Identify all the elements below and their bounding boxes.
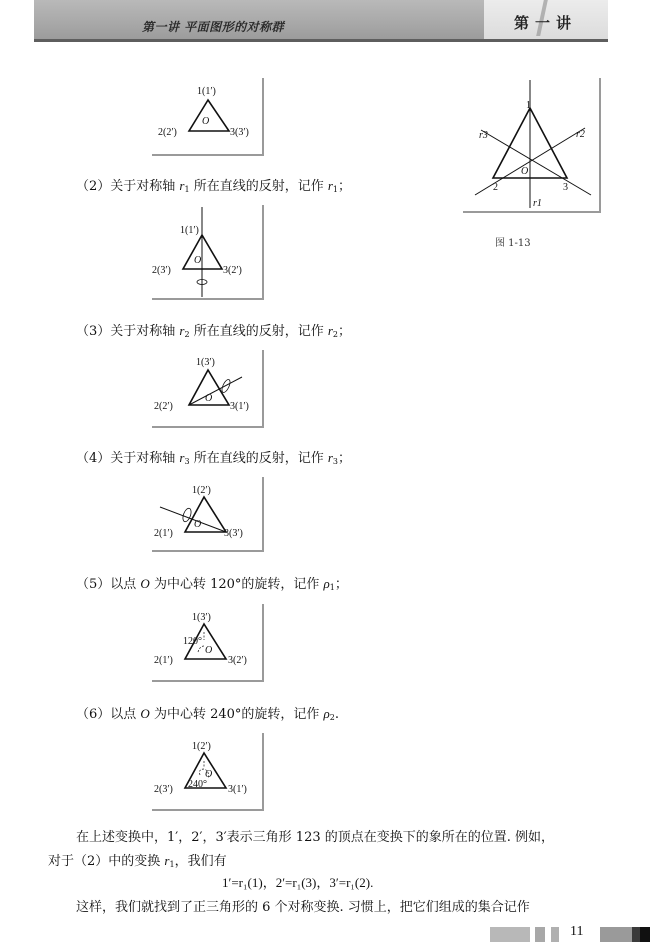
triangle-diagram: [152, 477, 264, 552]
chapter-tab: [484, 0, 608, 42]
triangle-diagram: [152, 733, 264, 811]
svg-text:2(2′): 2(2′): [158, 127, 177, 138]
svg-text:3: 3: [563, 182, 568, 193]
svg-text:1(3′): 1(3′): [196, 357, 215, 368]
svg-text:O: O: [205, 769, 213, 780]
paragraph-example: 对于（2）中的变换 $r_1$，我们有: [48, 853, 227, 869]
item-rotation-120: （5）以点 O 为中心转 120°的旋转，记作 $\rho_1$；: [76, 576, 348, 592]
item-rotation-240: （6）以点 O 为中心转 240°的旋转，记作 $\rho_2$.: [76, 706, 340, 722]
figure-reflection-r3: [152, 477, 264, 552]
svg-text:O: O: [194, 519, 202, 530]
svg-text:r1: r1: [533, 198, 542, 209]
svg-text:2(1′): 2(1′): [154, 528, 173, 539]
svg-text:O: O: [521, 166, 529, 177]
svg-text:1(2′): 1(2′): [192, 485, 211, 496]
figure-reflection-r1: [152, 205, 264, 300]
svg-text:3(1′): 3(1′): [228, 784, 247, 795]
footer-decoration: [490, 927, 530, 942]
svg-text:r2: r2: [576, 129, 585, 140]
svg-text:2(2′): 2(2′): [154, 401, 173, 412]
footer-decoration: [640, 927, 650, 942]
figure-reflection-r2: [152, 350, 264, 428]
paragraph-explanation: 在上述变换中，1′，2′，3′表示三角形 123 的顶点在变换下的象所在的位置. 例如，: [76, 830, 555, 845]
figure-rotation-120: [152, 604, 264, 682]
page-number: 11: [570, 924, 584, 939]
svg-text:3(1′): 3(1′): [230, 401, 249, 412]
footer-decoration: [551, 927, 559, 942]
chapter-tab-label: 第一讲: [514, 14, 578, 32]
triangle-diagram: [152, 604, 264, 682]
formula-r1-mapping: 1′=r₁(1)，2′=r₁(3)，3′=r₁(2).: [222, 875, 374, 890]
svg-text:1(3′): 1(3′): [192, 612, 211, 623]
figure-caption: 图 1-13: [495, 238, 531, 249]
chapter-header-bar: [34, 0, 484, 42]
svg-text:1(1′): 1(1′): [197, 86, 216, 97]
footer-decoration: [632, 927, 640, 942]
svg-text:3(3′): 3(3′): [224, 528, 243, 539]
svg-text:2: 2: [493, 182, 498, 193]
svg-text:O: O: [205, 393, 213, 404]
svg-text:240°: 240°: [188, 779, 207, 790]
svg-text:1(2′): 1(2′): [192, 741, 211, 752]
svg-text:2(1′): 2(1′): [154, 655, 173, 666]
symmetry-axes-diagram: [463, 78, 601, 213]
paragraph-conclusion: 这样，我们就找到了正三角形的 6 个对称变换. 习惯上，把它们组成的集合记作: [76, 900, 530, 915]
chapter-title: 第一讲 平面图形的对称群: [142, 20, 285, 34]
svg-text:1(1′): 1(1′): [180, 225, 199, 236]
svg-text:2(3′): 2(3′): [152, 265, 171, 276]
triangle-diagram: [152, 205, 264, 300]
svg-text:1: 1: [526, 100, 531, 111]
svg-text:3(3′): 3(3′): [230, 127, 249, 138]
svg-text:O: O: [202, 116, 210, 127]
svg-text:O: O: [194, 255, 202, 266]
footer-decoration: [600, 927, 632, 942]
svg-text:120°: 120°: [183, 636, 202, 647]
svg-text:2(3′): 2(3′): [154, 784, 173, 795]
svg-text:r3: r3: [479, 130, 488, 141]
item-reflection-r3: （4）关于对称轴 $r_3$ 所在直线的反射，记作 $r_3$；: [76, 450, 352, 466]
svg-text:O: O: [205, 645, 213, 656]
figure-identity: [152, 78, 264, 156]
svg-text:3(2′): 3(2′): [228, 655, 247, 666]
item-reflection-r1: （2）关于对称轴 $r_1$ 所在直线的反射，记作 $r_1$；: [76, 178, 352, 194]
triangle-diagram: [152, 350, 264, 428]
triangle-diagram: [152, 78, 264, 156]
footer-decoration: [535, 927, 545, 942]
item-reflection-r2: （3）关于对称轴 $r_2$ 所在直线的反射，记作 $r_2$；: [76, 323, 352, 339]
figure-rotation-240: [152, 733, 264, 811]
figure-1-13: [463, 78, 601, 213]
svg-text:3(2′): 3(2′): [223, 265, 242, 276]
